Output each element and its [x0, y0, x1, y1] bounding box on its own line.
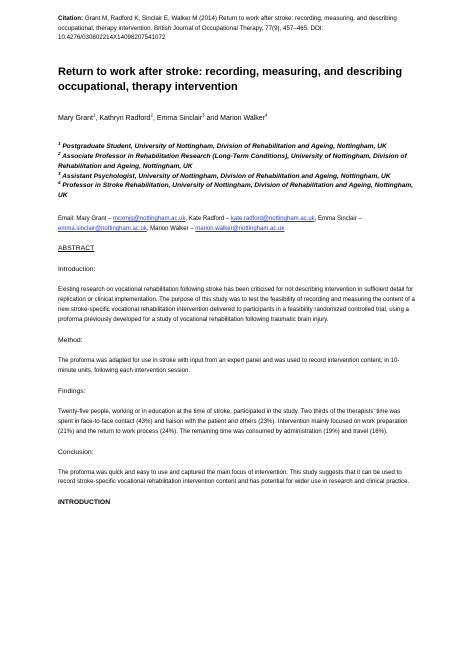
author-name: Marion Walker: [220, 114, 266, 122]
affiliation-text: Associate Professor in Rehabilitation Research (Long-Term Conditions), University of Nottingham, Division of Rehabilitation and Ageing, Nottingham, UK: [58, 152, 407, 170]
email-link[interactable]: marion.walker@nottingham.ac.uk: [195, 225, 285, 232]
abstract-section-text: The proforma was adapted for use in stroke with input from an expert panel and was used to record intervention content, in 10-minute units, following each intervention session.: [58, 357, 400, 374]
author-affiliation-mark: 4: [265, 112, 268, 118]
email-dash: –: [356, 216, 362, 223]
email-separator: ,: [185, 216, 189, 223]
affiliation-mark: 4: [58, 180, 61, 186]
affiliation-item: [58, 142, 416, 152]
affiliation-mark: 1: [58, 140, 61, 146]
email-link[interactable]: kate.radford@nottingham.ac.uk: [230, 216, 315, 223]
author-separator: ,: [153, 114, 157, 122]
affiliation-list: [58, 142, 416, 201]
email-separator: ,: [314, 216, 319, 223]
email-contacts: [58, 215, 416, 234]
email-person: Mary Grant: [76, 216, 107, 223]
citation-text: Grant M, Radford K, Sinclair E, Walker M (2014) Return to work after stroke: recording, measuring, and describing occupational, therapy intervention. British Journal of Occupational Therapy, 77(9), 457–465. DOI: 10.4276/030802214X14098207541072: [58, 15, 397, 42]
author-name: Emma Sinclair: [156, 114, 203, 122]
affiliation-text: Assistant Psychologist, University of Nottingham, Division of Rehabilitation and Ageing, Nottingham, UK: [60, 172, 391, 180]
abstract-section-label: Method:: [58, 337, 83, 345]
abstract-section-text: Existing research on vocational rehabilitation following stroke has been criticised for not describing intervention in sufficient detail for replication or clinical implementation. The purpose of this study was to test the feasibility of recording and measuring the content of a new stroke-specific vocational rehabilitation intervention delivered to participants in a feasibility randomized controlled trial, using a proforma previously developed for a study of vocational rehabilitation following traumatic brain injury.: [58, 286, 415, 324]
affiliation-mark: 2: [58, 150, 61, 156]
email-link[interactable]: mcxmjg@nottingham.ac.uk: [113, 216, 186, 223]
email-link[interactable]: emma.sinclair@nottingham.ac.uk: [58, 225, 147, 232]
email-dash: –: [224, 216, 231, 223]
affiliation-item: [58, 152, 416, 172]
abstract-section-label: Introduction:: [58, 266, 96, 274]
citation-label: Citation:: [58, 15, 84, 22]
introduction-heading: INTRODUCTION: [58, 499, 111, 507]
affiliation-item: [58, 181, 416, 201]
email-person: Marion Walker: [150, 225, 189, 232]
author-affiliation-mark: 2: [150, 112, 154, 118]
abstract-section-text: Twenty-five people, working or in education at the time of stroke, participated in the study. Two thirds of the therapists' time was spent in face-to-face contact (43%) and liaison with the patient and others (23%). Intervention mainly focused on work preparation (21%) and the return to work process (24%). The remaining time was consumed by administration (19%) and travel (16%).: [58, 407, 408, 435]
author-separator: and: [204, 114, 221, 122]
abstract-section-text: The proforma was quick and easy to use and captured the main focus of intervention. This study suggests that it can be used to record stroke-specific vocational rehabilitation intervention content and has potential for wider use in research and clinical practice.: [58, 468, 410, 486]
citation: [58, 14, 416, 43]
author-affiliation-mark: 1: [93, 112, 96, 118]
paper-title: Return to work after stroke: recording, measuring, and describing occupational, therapy intervention: [58, 65, 403, 93]
email-dash: –: [188, 225, 196, 232]
author-separator: ,: [95, 114, 100, 122]
email-prefix: Email:: [58, 216, 77, 223]
affiliation-text: Postgraduate Student, University of Nottingham, Division of Rehabilitation and Ageing, Nottingham, UK: [60, 142, 387, 150]
email-person: Kate Radford: [188, 216, 225, 223]
abstract-section-label: Conclusion:: [58, 448, 94, 456]
email-dash: –: [106, 216, 114, 223]
abstract-section-label: Findings:: [58, 387, 86, 395]
email-separator: ,: [146, 225, 151, 232]
author-list: [58, 114, 416, 124]
affiliation-text: Professor in Stroke Rehabilitation, University of Nottingham, Division of Rehabilitation and Ageing, Nottingham, UK: [58, 182, 414, 200]
author-name: Kathryn Radford: [99, 114, 151, 122]
author-name: Mary Grant: [58, 114, 94, 122]
affiliation-mark: 3: [58, 170, 61, 176]
abstract-heading: ABSTRACT: [58, 245, 95, 253]
author-affiliation-mark: 3: [202, 112, 205, 118]
email-person: Emma Sinclair: [318, 216, 357, 223]
affiliation-item: [58, 172, 416, 182]
